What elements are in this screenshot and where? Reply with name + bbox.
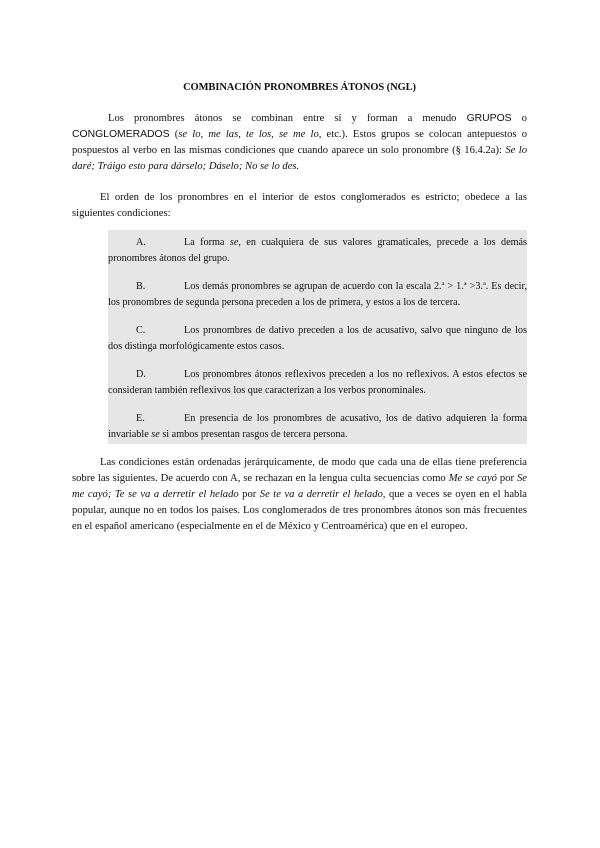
condition-d [108,367,527,399]
example-italic: Se te va a derretir el helado, [259,489,386,500]
example-italic: Se lo daré; Tráigo esto para dárselo; Dáselo; No se lo des. [72,145,527,172]
text-run: Las condiciones están ordenadas jerárquicamente, de modo que cada una de ellas tiene preferencia sobre las siguientes. De acuerdo con A, se rechazan en la lengua culta secuencias como [72,457,527,484]
text-run: ( [169,129,179,140]
conditions-box [108,230,527,444]
text-run: por [496,473,517,484]
condition-a [108,235,527,267]
condition-b [108,279,527,311]
example-italic: Se me cayó; Te se va a derretir el helado [72,473,527,500]
text-run: Los pronombres de dativo preceden a los de acusativo, salvo que ninguno de los dos distinga morfológicamente estos casos. [108,325,527,352]
intro-paragraph [72,111,527,175]
condition-letter: D. [136,369,146,380]
text-run: por [238,489,260,500]
text-run: Los pronombres átonos reflexivos preceden a los no reflexivos. A estos efectos se consideran también reflexivos los que caracterizan a los verbos pronominales. [108,369,527,396]
text-run: En presencia de los pronombres de acusativo, los de dativo adquieren la forma invariable [108,413,527,440]
text-run: Los demás pronombres se agrupan de acuerdo con la escala 2.ª > 1.ª >3.ª. Es decir, los pronombres de segunda persona preceden a los de primera, y estos a los de tercera. [108,281,527,308]
order-paragraph: El orden de los pronombres en el interior de estos conglomerados es estricto; obedece a las siguientes condiciones: [72,192,527,219]
text-run: La forma [184,237,230,248]
example-italic: Me se cayó [448,473,497,484]
example-italic: se [151,429,160,440]
text-run: Los pronombres átonos se combinan entre sí y forman a menudo [108,113,467,124]
closing-paragraph [72,455,527,535]
condition-letter: B. [136,281,146,292]
condition-letter: C. [136,325,146,336]
text-run: que a veces se oyen en el habla popular, aunque no en todos los países. Los conglomerados de tres pronombres átonos son más frecuentes en el español americano (especialmente en el de México y Centroamérica) que en el europeo. [72,489,527,532]
document-title: COMBINACIÓN PRONOMBRES ÁTONOS (NGL) [183,82,416,93]
term-grupos: GRUPOS [466,113,512,124]
term-conglomerados: CONGLOMERADOS [72,129,170,140]
condition-e [108,411,527,443]
example-italic: se lo, me las, te los, se me lo, [178,129,322,140]
example-italic: se, [229,237,241,248]
condition-letter: E. [136,413,145,424]
condition-letter: A. [136,237,146,248]
text-run: en cualquiera de sus valores gramaticales, precede a los demás pronombres átonos del grupo. [108,237,528,264]
text-run: si ambos presentan rasgos de tercera persona. [159,429,348,440]
condition-c [108,323,527,355]
text-run: o [511,113,527,124]
text-run: etc.). Estos grupos se colocan antepuestos o pospuestos al verbo en las mismas condiciones que cuando aparece un solo pronombre (§ 16.4.2a): [72,129,527,156]
